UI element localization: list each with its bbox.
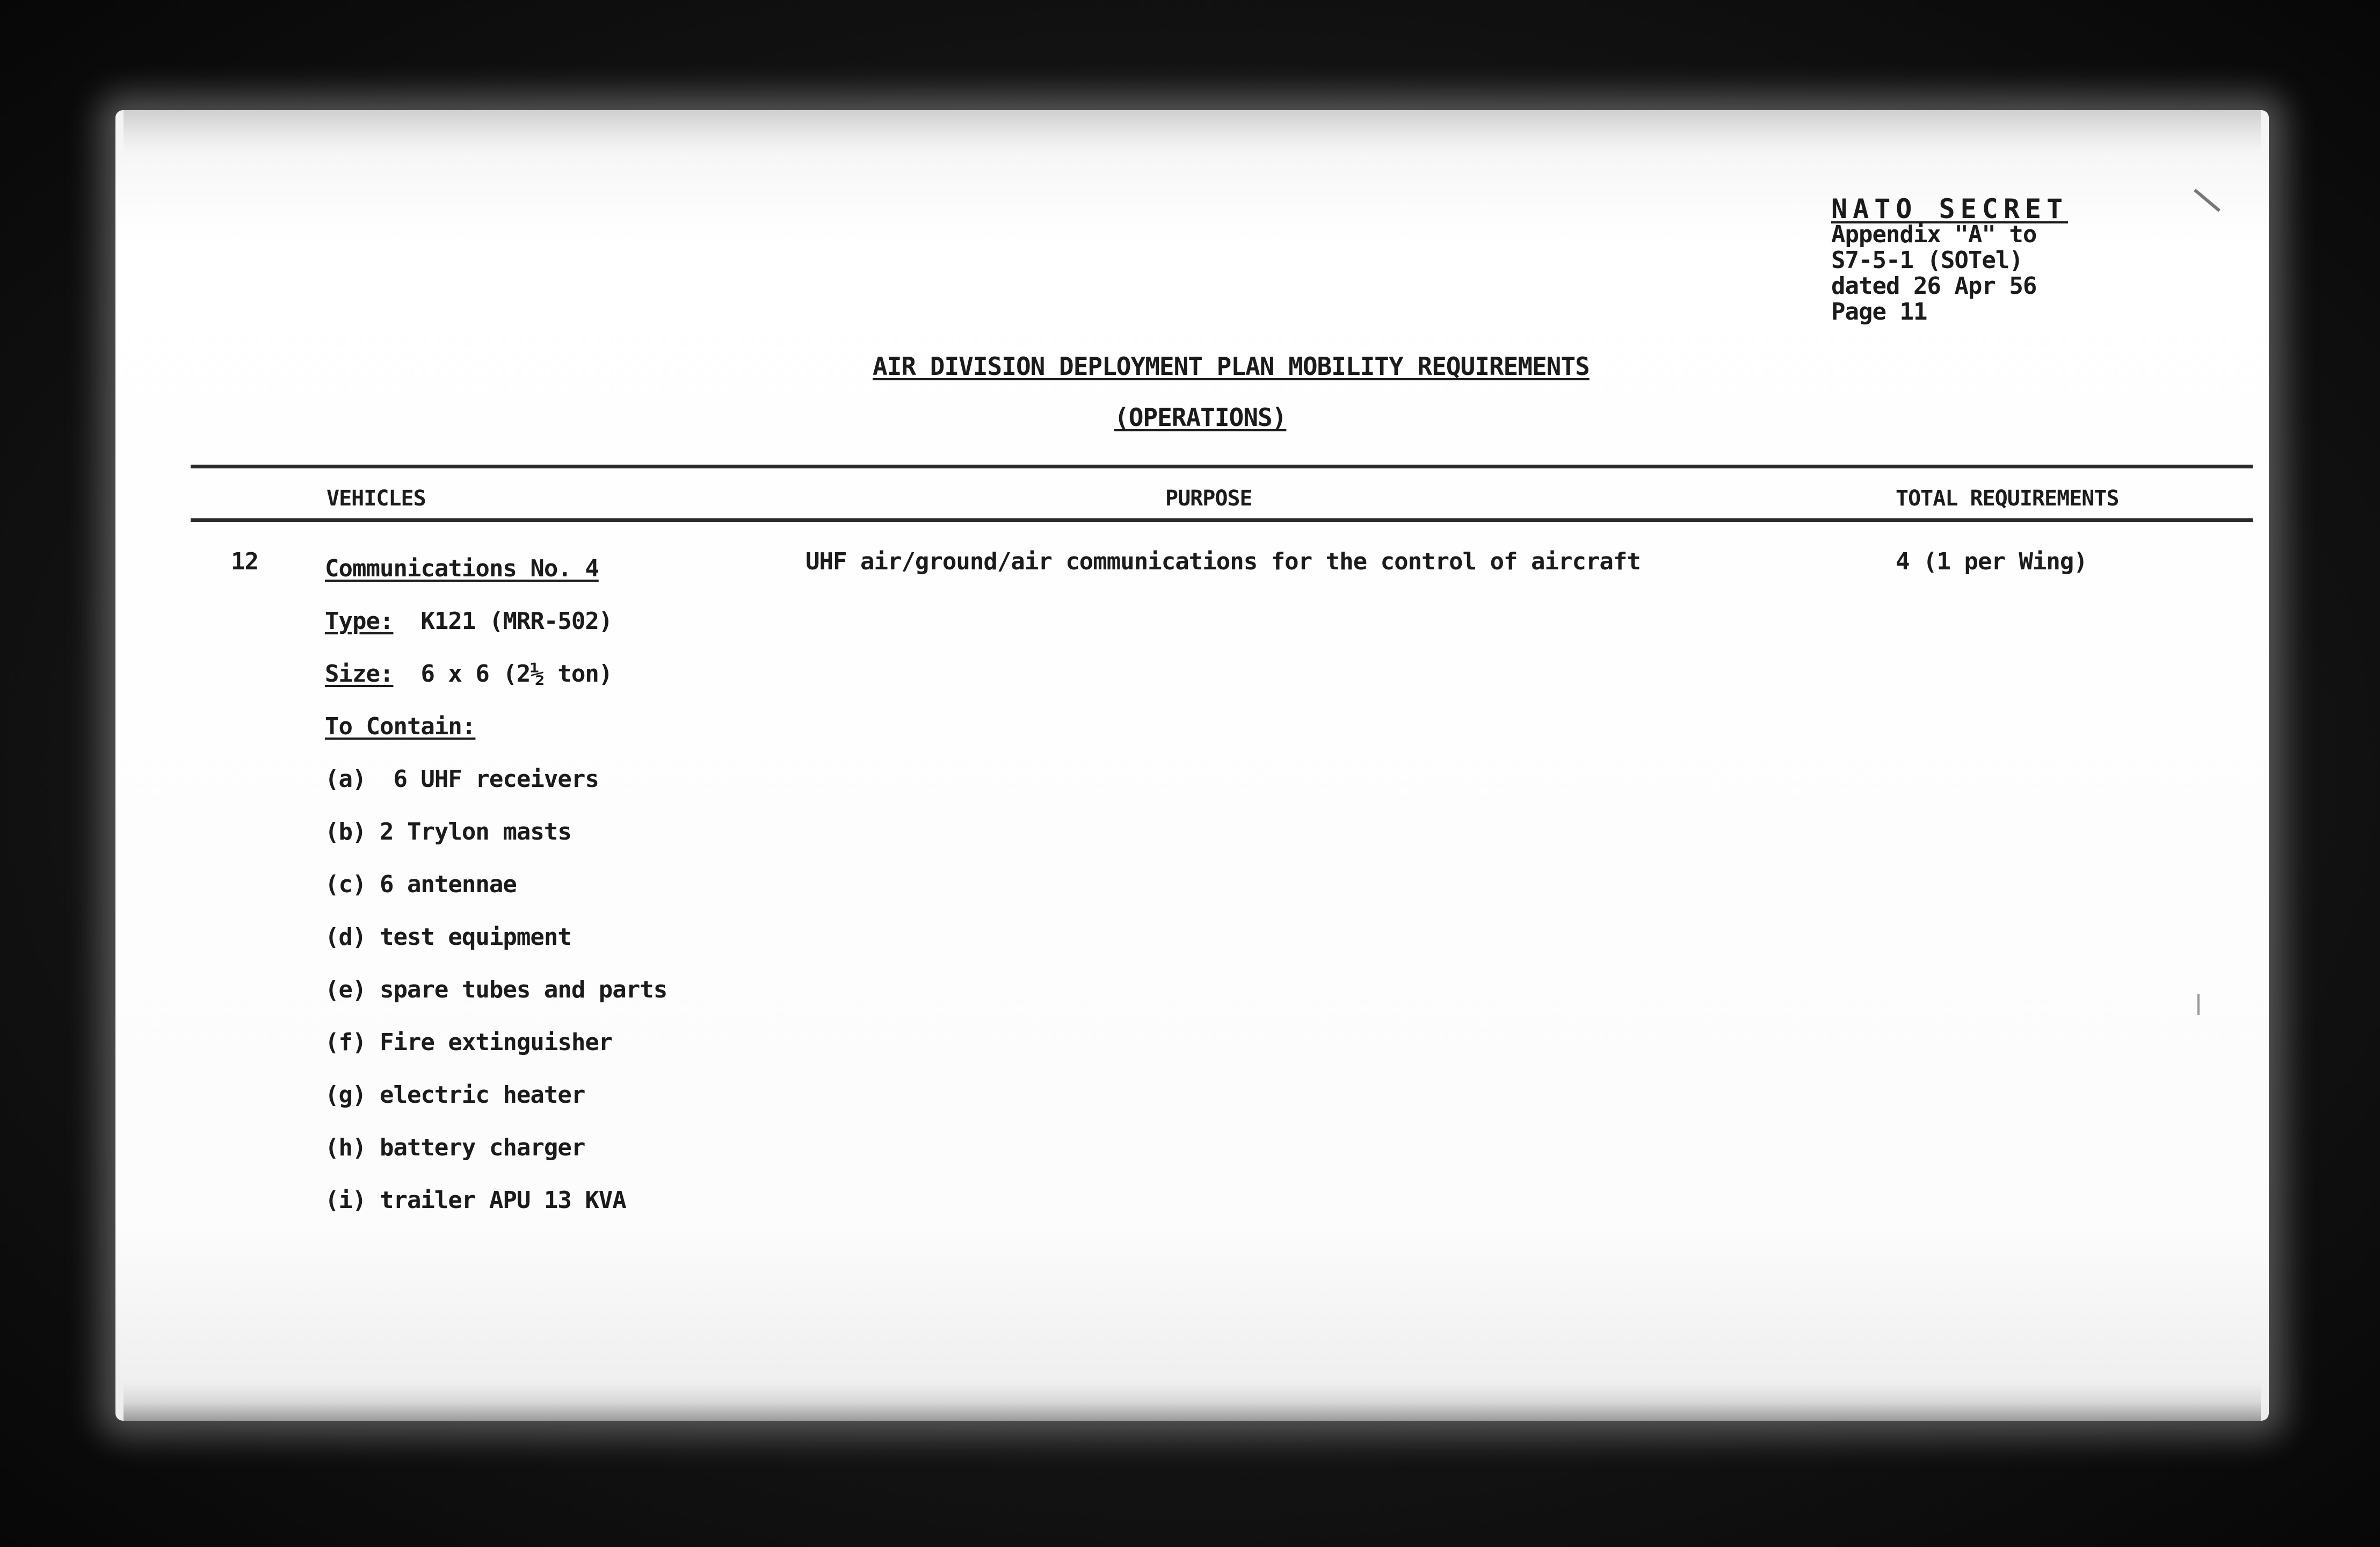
contents-item: (f) Fire extinguisher	[325, 1029, 613, 1056]
contents-item: (g) electric heater	[325, 1081, 585, 1109]
vehicle-specification	[325, 543, 667, 1227]
type-label: Type:	[325, 608, 394, 635]
file-reference: S7-5-1 (SOTel)	[1831, 247, 2023, 274]
vehicle-type	[325, 595, 667, 648]
column-header-vehicles: VEHICLES	[326, 486, 426, 511]
page-bottom-edge	[124, 1383, 2261, 1421]
vehicle-name: Communications No. 4	[325, 555, 599, 582]
appendix-reference: Appendix "A" to	[1831, 221, 2037, 248]
type-value: K121 (MRR-502)	[420, 608, 613, 635]
contents-item: (d) test equipment	[325, 923, 571, 951]
contents-label: To Contain:	[325, 713, 476, 740]
contents-item: (a) 6 UHF receivers	[325, 765, 599, 793]
table-header-rule	[191, 518, 2253, 522]
size-label: Size:	[325, 660, 394, 688]
contents-item: (i) trailer APU 13 KVA	[325, 1187, 626, 1214]
table-top-rule	[191, 465, 2253, 468]
page-top-edge	[124, 110, 2261, 153]
contents-item: (b) 2 Trylon masts	[325, 818, 571, 845]
row-total-requirements: 4 (1 per Wing)	[1896, 548, 2087, 575]
row-purpose: UHF air/ground/air communications for the control of aircraft	[806, 548, 1641, 575]
document-reference-block	[1831, 193, 2069, 326]
document-subtitle: (OPERATIONS)	[1114, 403, 1287, 432]
column-header-purpose: PURPOSE	[1165, 486, 1252, 511]
contents-item: (h) battery charger	[325, 1134, 585, 1161]
column-header-total-requirements: TOTAL REQUIREMENTS	[1896, 486, 2119, 511]
document-date: dated 26 Apr 56	[1831, 272, 2037, 300]
page-number: Page 11	[1831, 298, 1927, 326]
contents-item: (e) spare tubes and parts	[325, 976, 667, 1003]
contents-item: (c) 6 antennae	[325, 871, 517, 898]
size-value: 6 x 6 (2½ ton)	[420, 660, 613, 688]
classification-marking: NATO SECRET	[1831, 193, 2069, 225]
document-title: AIR DIVISION DEPLOYMENT PLAN MOBILITY REQUIREMENTS	[873, 352, 1590, 381]
vehicle-size	[325, 648, 667, 700]
scan-mark	[2197, 994, 2200, 1015]
row-number: 12	[231, 548, 258, 575]
